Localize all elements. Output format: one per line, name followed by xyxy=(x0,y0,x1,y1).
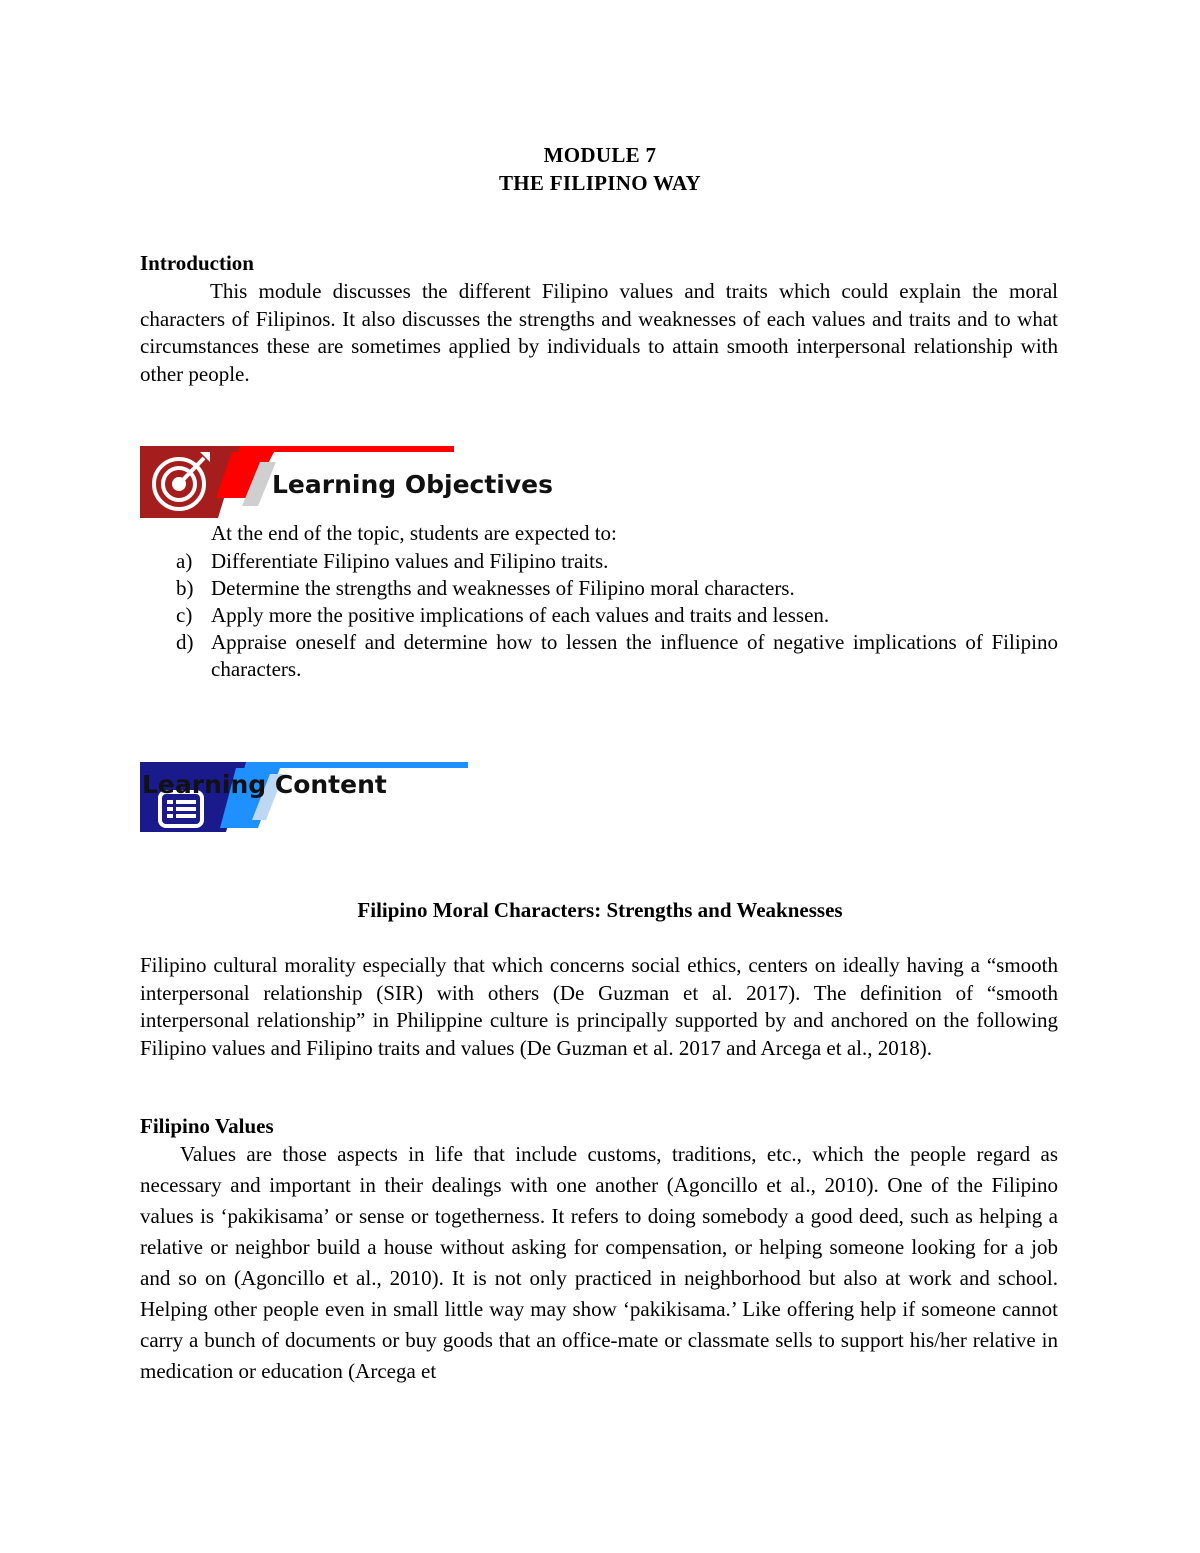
section-body: Filipino cultural morality especially that which concerns social ethics, centers on ideally having a “smooth interpersonal relationship (SIR) with others (De Guzman et al. 2017). The definition of “smooth interpersonal relationship” in Philippine culture is principally supported by and anchored on the following Filipino values and Filipino traits and values (De Guzman et al. 2017 and Arcega et al., 2018). xyxy=(140,953,1058,1060)
introduction-body: This module discusses the different Filipino values and traits which could explain the moral characters of Filipinos. It also discusses the strengths and weaknesses of each values and traits and to what circumstances these are sometimes applied by individuals to attain smooth interpersonal relationship with other people. xyxy=(140,279,1058,386)
module-title: THE FILIPINO WAY xyxy=(498,171,702,195)
list-marker: b) xyxy=(176,576,194,600)
module-number: MODULE 7 xyxy=(543,143,657,167)
filipino-values-body: Values are those aspects in life that include customs, traditions, etc., which the people regard as necessary and important in their dealings with one another (Agoncillo et al., 2010). One of the Filipino values is ‘pakikisama’ or sense or togetherness. It refers to doing somebody a good deed, such as helping a relative or neighbor build a house without asking for compensation, or helping someone looking for a job and so on (Agoncillo et al., 2010). It is not only practiced in neighborhood but also at work and school. Helping other people even in small little way may show ‘pakikisama.’ Like offering help if someone cannot carry a bunch of documents or buy goods that an office-mate or classmate sells to support his/her relative in medication or education (Arcega et xyxy=(140,1142,1058,1383)
content-banner-label: Learning Content xyxy=(142,770,387,799)
learning-objectives-banner xyxy=(140,446,553,518)
section-heading: Filipino Moral Characters: Strengths and Weaknesses xyxy=(357,898,843,922)
objectives-list xyxy=(140,548,1058,683)
introduction-heading: Introduction xyxy=(140,251,254,275)
list-marker: c) xyxy=(176,603,193,627)
objectives-intro: At the end of the topic, students are expected to: xyxy=(211,521,617,545)
list-item xyxy=(140,602,1058,629)
list-item xyxy=(140,575,1058,602)
list-item xyxy=(140,548,1058,575)
filipino-values-heading: Filipino Values xyxy=(140,1114,274,1138)
list-text: Apply more the positive implications of each values and traits and lessen. xyxy=(211,603,830,627)
learning-content-banner xyxy=(140,762,470,834)
list-text: Determine the strengths and weaknesses of Filipino moral characters. xyxy=(211,576,795,600)
list-marker: d) xyxy=(176,630,194,654)
objectives-banner-label: Learning Objectives xyxy=(272,470,553,499)
list-text: Differentiate Filipino values and Filipino traits. xyxy=(211,549,609,573)
list-item xyxy=(140,629,1058,683)
list-marker: a) xyxy=(176,549,193,573)
list-text: Appraise oneself and determine how to lessen the influence of negative implications of Filipino characters. xyxy=(211,630,1058,681)
